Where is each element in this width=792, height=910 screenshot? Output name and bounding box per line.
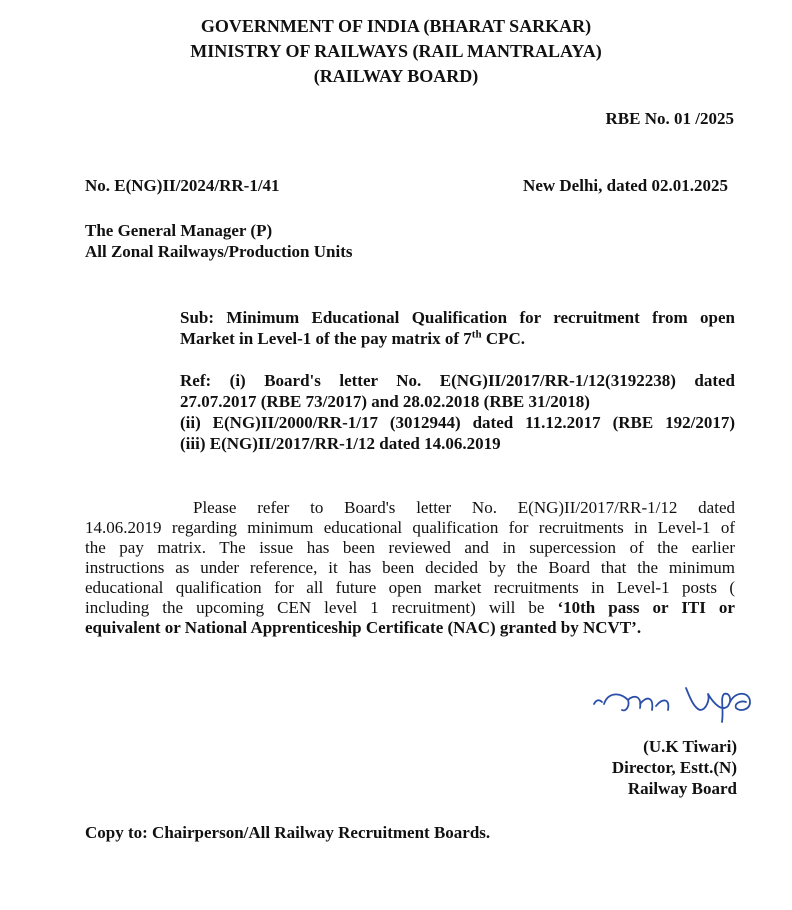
body-line-5: educational qualification for all future open market recruitments in Level-1 posts ( bbox=[85, 578, 735, 597]
subject-label: Sub: bbox=[180, 308, 215, 327]
superscript-th: th bbox=[471, 328, 482, 341]
subject-text-2-end: CPC. bbox=[481, 329, 526, 348]
reference-text-1: (i) Board's letter No. E(NG)II/2017/RR-1/12(3192238) dated bbox=[229, 371, 735, 390]
reference-label: Ref: bbox=[180, 371, 212, 390]
header-line-2: MINISTRY OF RAILWAYS (RAIL MANTRALAYA) bbox=[190, 41, 602, 61]
body-line-6 bbox=[85, 598, 735, 618]
reference-line-3: (ii) E(NG)II/2000/RR-1/17 (3012944) dated 11.12.2017 (RBE 192/2017) bbox=[180, 413, 735, 432]
header-line-3: (RAILWAY BOARD) bbox=[313, 66, 479, 86]
body-line-6-bold: ‘10th pass or ITI or bbox=[557, 598, 735, 617]
subject-text-1: Minimum Educational Qualification for recruitment from open bbox=[226, 308, 736, 327]
body-line-4: instructions as under reference, it has been decided by the Board that the minimum bbox=[85, 558, 735, 577]
signature-stroke-4 bbox=[686, 688, 730, 722]
signature-stroke-3 bbox=[656, 700, 668, 710]
subject-text-2: Market in Level-1 of the pay matrix of 7 bbox=[180, 329, 472, 348]
header-line-1: GOVERNMENT OF INDIA (BHARAT SARKAR) bbox=[200, 16, 592, 36]
body-line-2: 14.06.2019 regarding minimum educational qualification for recruitments in Level-1 of bbox=[85, 518, 735, 537]
signature-stroke-2 bbox=[604, 694, 652, 710]
place-date: New Delhi, dated 02.01.2025 bbox=[523, 176, 728, 195]
signatory-designation: Director, Estt.(N) bbox=[611, 758, 737, 777]
addressee-line-2: All Zonal Railways/Production Units bbox=[85, 242, 353, 261]
letter-number: No. E(NG)II/2024/RR-1/41 bbox=[85, 176, 280, 195]
signatory-office: Railway Board bbox=[627, 779, 737, 798]
copy-to: Copy to: Chairperson/All Railway Recruitment Boards. bbox=[85, 823, 491, 842]
reference-line-2: 27.07.2017 (RBE 73/2017) and 28.02.2018 (RBE 31/2018) bbox=[180, 392, 590, 411]
signatory-name: (U.K Tiwari) bbox=[643, 737, 737, 756]
subject-line-2 bbox=[180, 328, 735, 349]
reference-line-4: (iii) E(NG)II/2017/RR-1/12 dated 14.06.2019 bbox=[180, 434, 501, 453]
handwritten-signature bbox=[590, 680, 760, 728]
body-line-3: the pay matrix. The issue has been reviewed and in supercession of the earlier bbox=[85, 538, 735, 557]
addressee-line-1: The General Manager (P) bbox=[85, 221, 273, 240]
rbe-number: RBE No. 01 /2025 bbox=[605, 109, 734, 128]
body-line-1: Please refer to Board's letter No. E(NG)II/2017/RR-1/12 dated bbox=[193, 498, 735, 517]
body-line-7: equivalent or National Apprenticeship Certificate (NAC) granted by NCVT’. bbox=[85, 618, 642, 637]
signature-stroke-1 bbox=[594, 700, 602, 704]
reference-line-1 bbox=[180, 370, 735, 391]
subject-line-1 bbox=[180, 307, 735, 328]
signature-stroke-5 bbox=[730, 694, 750, 710]
body-line-6-text: including the upcoming CEN level 1 recruitment) will be bbox=[85, 598, 558, 617]
